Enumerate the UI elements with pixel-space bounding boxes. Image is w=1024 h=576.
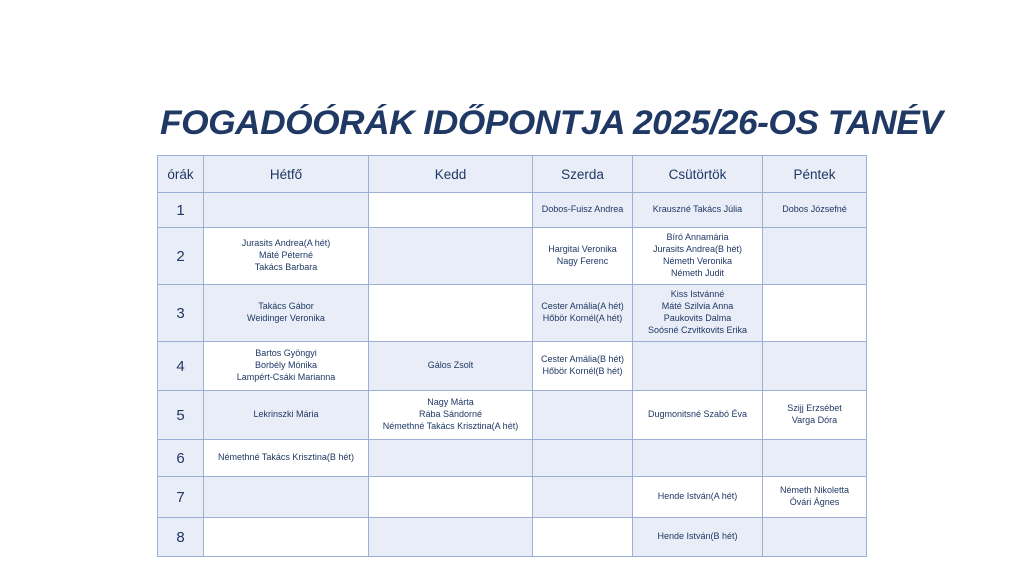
cell-pentek — [763, 440, 867, 477]
cell-hetfo — [204, 228, 369, 285]
cell-hetfo — [204, 391, 369, 440]
teacher-name: Lekrinszki Mária — [253, 409, 319, 420]
table-row — [158, 391, 867, 440]
teacher-name: Máté Péterné — [258, 250, 314, 261]
teacher-name: Némethné Takács Krisztina(A hét) — [382, 420, 519, 431]
cell-kedd — [369, 285, 533, 342]
column-header-szerda: Szerda — [533, 156, 633, 193]
cell-hetfo — [204, 518, 369, 557]
cell-pentek — [763, 391, 867, 440]
teacher-name: Cester Amália(A hét) — [541, 301, 624, 312]
table-row — [158, 193, 867, 228]
table-header — [158, 156, 867, 193]
cell-csutortok — [633, 193, 763, 228]
cell-szerda — [533, 193, 633, 228]
hour-cell: 4 — [158, 342, 204, 391]
cell-szerda — [533, 477, 633, 518]
teacher-name: Nagy Ferenc — [556, 256, 609, 266]
teacher-name: Jurasits Andrea(A hét) — [241, 238, 331, 249]
page-title: FOGADÓÓRÁK IDŐPONTJA 2025/26-OS TANÉV — [160, 104, 943, 142]
hour-cell: 5 — [158, 391, 204, 440]
hour-cell: 6 — [158, 440, 204, 477]
cell-hetfo — [204, 193, 369, 228]
teacher-name: Takács Barbara — [254, 261, 318, 272]
cell-szerda — [533, 285, 633, 342]
teacher-name: Óvári Ágnes — [789, 497, 840, 507]
cell-szerda — [533, 440, 633, 477]
column-header-oras: órák — [158, 156, 204, 193]
cell-pentek — [763, 193, 867, 228]
cell-kedd — [369, 518, 533, 557]
hour-cell: 2 — [158, 228, 204, 285]
cell-szerda — [533, 391, 633, 440]
cell-csutortok — [633, 518, 763, 557]
teacher-name: Némethné Takács Krisztina(B hét) — [218, 452, 354, 463]
cell-csutortok — [633, 477, 763, 518]
column-header-hetfo: Hétfő — [204, 156, 369, 193]
teacher-name: Cester Amália(B hét) — [540, 354, 625, 365]
hour-cell: 1 — [158, 193, 204, 228]
teacher-name: Soósné Czvitkovits Erika — [647, 324, 748, 335]
cell-hetfo — [204, 477, 369, 518]
teacher-name: Paukovits Dalma — [663, 313, 732, 323]
teacher-name: Dobos-Fuisz Andrea — [541, 204, 624, 215]
column-header-csutortok: Csütörtök — [633, 156, 763, 193]
header-row — [158, 156, 867, 193]
table-body — [158, 193, 867, 557]
cell-kedd — [369, 193, 533, 228]
teacher-name: Gálos Zsolt — [427, 360, 474, 371]
cell-pentek — [763, 342, 867, 391]
table-row — [158, 342, 867, 391]
cell-szerda — [533, 228, 633, 285]
cell-pentek — [763, 518, 867, 557]
cell-hetfo — [204, 440, 369, 477]
cell-kedd — [369, 342, 533, 391]
teacher-name: Máté Szilvia Anna — [661, 301, 734, 312]
teacher-name: Dobos Józsefné — [782, 204, 847, 215]
table-row — [158, 228, 867, 285]
teacher-name: Németh Nikoletta — [779, 485, 850, 496]
hour-cell: 8 — [158, 518, 204, 557]
teacher-name: Lampért-Csáki Marianna — [236, 371, 336, 382]
hour-cell: 7 — [158, 477, 204, 518]
teacher-name: Bartos Gyöngyi — [255, 348, 317, 359]
cell-csutortok — [633, 391, 763, 440]
teacher-name: Hende István(A hét) — [657, 491, 738, 502]
teacher-name: Hargitai Veronika — [548, 244, 617, 255]
teacher-name: Hende István(B hét) — [657, 531, 738, 542]
teacher-name: Kiss Istvánné — [670, 289, 725, 300]
cell-hetfo — [204, 342, 369, 391]
teacher-name: Takács Gábor — [258, 301, 314, 312]
cell-kedd — [369, 477, 533, 518]
teacher-name: Hőbör Kornél(A hét) — [542, 313, 623, 323]
cell-kedd — [369, 440, 533, 477]
cell-pentek — [763, 477, 867, 518]
teacher-name: Bíró Annamária — [666, 232, 729, 243]
teacher-name: Borbély Mónika — [254, 360, 318, 371]
cell-kedd — [369, 391, 533, 440]
table-row — [158, 477, 867, 518]
cell-csutortok — [633, 285, 763, 342]
cell-kedd — [369, 228, 533, 285]
table-row — [158, 440, 867, 477]
cell-hetfo — [204, 285, 369, 342]
cell-szerda — [533, 518, 633, 557]
cell-pentek — [763, 228, 867, 285]
teacher-name: Hőbör Kornél(B hét) — [542, 366, 623, 376]
column-header-kedd: Kedd — [369, 156, 533, 193]
column-header-pentek: Péntek — [763, 156, 867, 193]
teacher-name: Varga Dóra — [791, 415, 838, 425]
cell-csutortok — [633, 228, 763, 285]
teacher-name: Jurasits Andrea(B hét) — [652, 244, 743, 255]
hour-cell: 3 — [158, 285, 204, 342]
teacher-name: Dugmonitsné Szabó Éva — [647, 409, 748, 420]
cell-szerda — [533, 342, 633, 391]
cell-pentek — [763, 285, 867, 342]
teacher-name: Rába Sándorné — [418, 409, 483, 420]
teacher-name: Weidinger Veronika — [247, 313, 325, 323]
cell-csutortok — [633, 342, 763, 391]
teacher-name: Németh Judit — [670, 267, 725, 278]
table-row — [158, 518, 867, 557]
teacher-name: Szijj Erzsébet — [787, 403, 842, 414]
teacher-name: Nagy Márta — [427, 397, 474, 408]
cell-csutortok — [633, 440, 763, 477]
schedule-table-container — [157, 155, 866, 557]
table-row — [158, 285, 867, 342]
teacher-name: Németh Veronika — [662, 256, 733, 266]
teacher-name: Krauszné Takács Júlia — [652, 204, 743, 215]
schedule-table — [157, 155, 867, 557]
